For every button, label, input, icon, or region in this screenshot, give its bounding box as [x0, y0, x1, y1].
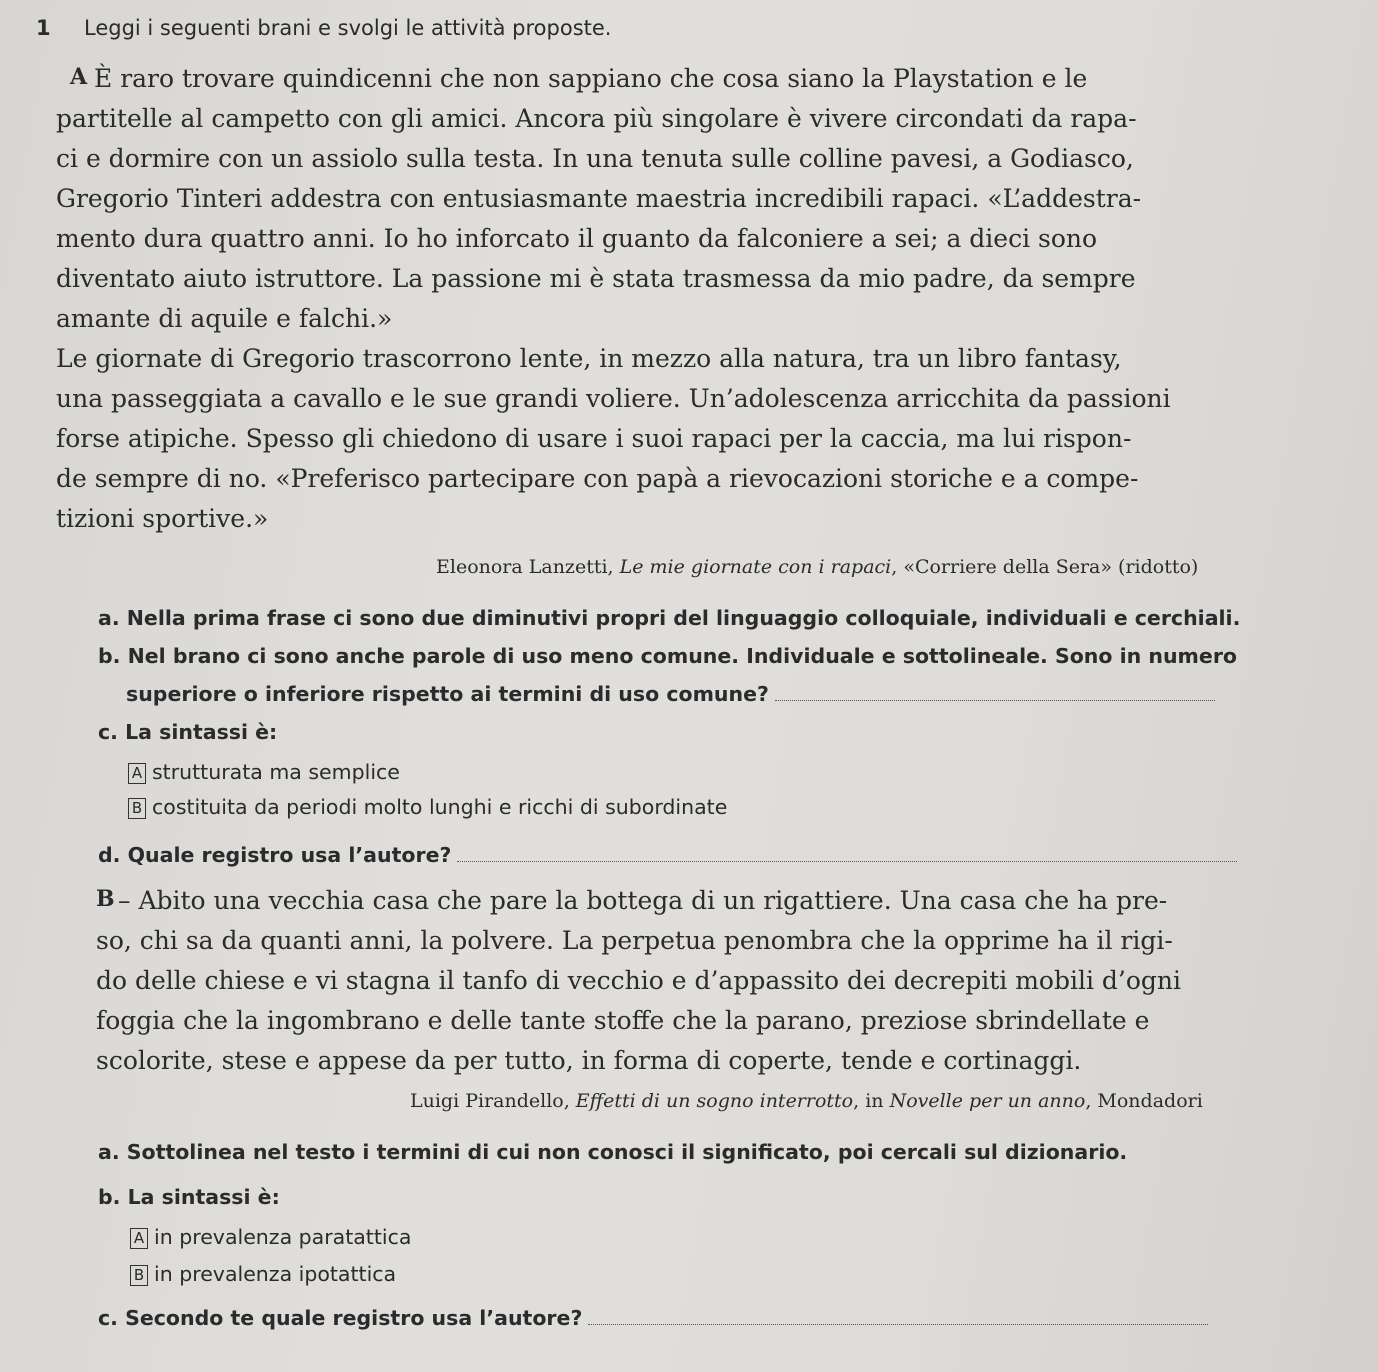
- passage-a-line: È raro trovare quindicenni che non sappiano che cosa siano la Playstation e le: [94, 64, 1088, 93]
- answer-blank[interactable]: [588, 1306, 1208, 1325]
- answer-blank[interactable]: [775, 682, 1215, 701]
- passage-a-line: ci e dormire con un assiolo sulla testa. In una tenuta sulle colline pavesi, a Godiasco,: [56, 144, 1134, 173]
- passage-a-line: diventato aiuto istruttore. La passione mi è stata trasmessa da mio padre, da sempre: [56, 264, 1136, 293]
- option-checkbox[interactable]: B: [128, 798, 146, 819]
- passage-a-line: una passeggiata a cavallo e le sue grandi voliere. Un’adolescenza arricchita da passioni: [56, 384, 1171, 413]
- option-a-c-b[interactable]: B costituita da periodi molto lunghi e ricchi di subordinate: [128, 795, 727, 819]
- passage-a-label: A: [70, 64, 88, 90]
- passage-a-line: de sempre di no. «Preferisco partecipare con papà a rievocazioni storiche e a compe-: [56, 464, 1139, 493]
- question-a-b: b. Nel brano ci sono anche parole di uso meno comune. Individuale e sottolineale. Sono in numero: [98, 644, 1238, 668]
- passage-b-label: B: [96, 886, 115, 912]
- passage-b-line: foggia che la ingombrano e delle tante stoffe che la parano, preziose sbrindellate e: [96, 1006, 1150, 1035]
- passage-a-line: Le giornate di Gregorio trascorrono lente, in mezzo alla natura, tra un libro fantasy,: [56, 344, 1122, 373]
- question-b-a: a. Sottolinea nel testo i termini di cui non conosci il significato, poi cercali sul dizionario.: [98, 1140, 1128, 1164]
- question-a-b-continued: superiore o inferiore rispetto ai termini di uso comune?: [126, 682, 1215, 706]
- question-b-c: c. Secondo te quale registro usa l’autore?: [98, 1306, 1208, 1330]
- option-checkbox[interactable]: A: [130, 1228, 148, 1249]
- passage-b-line: scolorite, stese e appese da per tutto, in forma di coperte, tende e cortinaggi.: [96, 1046, 1082, 1075]
- option-b-b-b[interactable]: B in prevalenza ipotattica: [130, 1262, 396, 1286]
- passage-a-line: mento dura quattro anni. Io ho inforcato il guanto da falconiere a sei; a dieci sono: [56, 224, 1098, 253]
- answer-blank[interactable]: [457, 843, 1237, 862]
- passage-a-line: forse atipiche. Spesso gli chiedono di usare i suoi rapaci per la caccia, ma lui rispon-: [56, 424, 1132, 453]
- option-checkbox[interactable]: A: [128, 763, 146, 784]
- passage-a-citation: Eleonora Lanzetti, Le mie giornate con i rapaci, «Corriere della Sera» (ridotto): [436, 556, 1199, 578]
- option-b-b-a[interactable]: A in prevalenza paratattica: [130, 1225, 411, 1249]
- question-a-a: a. Nella prima frase ci sono due diminutivi propri del linguaggio colloquiale, individuali e cerchiali.: [98, 606, 1241, 630]
- question-b-b: b. La sintassi è:: [98, 1185, 280, 1209]
- exercise-number: 1: [36, 16, 51, 40]
- passage-b-line: so, chi sa da quanti anni, la polvere. La perpetua penombra che la opprime ha il rigi-: [96, 926, 1173, 955]
- exercise-instruction: Leggi i seguenti brani e svolgi le attività proposte.: [84, 16, 612, 40]
- passage-a-line: tizioni sportive.»: [56, 504, 269, 533]
- passage-b-line: do delle chiese e vi stagna il tanfo di vecchio e d’appassito dei decrepiti mobili d’ogni: [96, 966, 1182, 995]
- passage-a-line: Gregorio Tinteri addestra con entusiasmante maestria incredibili rapaci. «L’addestra-: [56, 184, 1142, 213]
- question-a-c: c. La sintassi è:: [98, 720, 278, 744]
- option-checkbox[interactable]: B: [130, 1265, 148, 1286]
- passage-a-line: partitelle al campetto con gli amici. Ancora più singolare è vivere circondati da rapa-: [56, 104, 1137, 133]
- passage-b-line: – Abito una vecchia casa che pare la bottega di un rigattiere. Una casa che ha pre-: [118, 886, 1168, 915]
- passage-b-citation: Luigi Pirandello, Effetti di un sogno interrotto, in Novelle per un anno, Mondadori: [410, 1090, 1203, 1112]
- option-a-c-a[interactable]: A strutturata ma semplice: [128, 760, 400, 784]
- question-a-d: d. Quale registro usa l’autore?: [98, 843, 1237, 867]
- passage-a-line: amante di aquile e falchi.»: [56, 304, 393, 333]
